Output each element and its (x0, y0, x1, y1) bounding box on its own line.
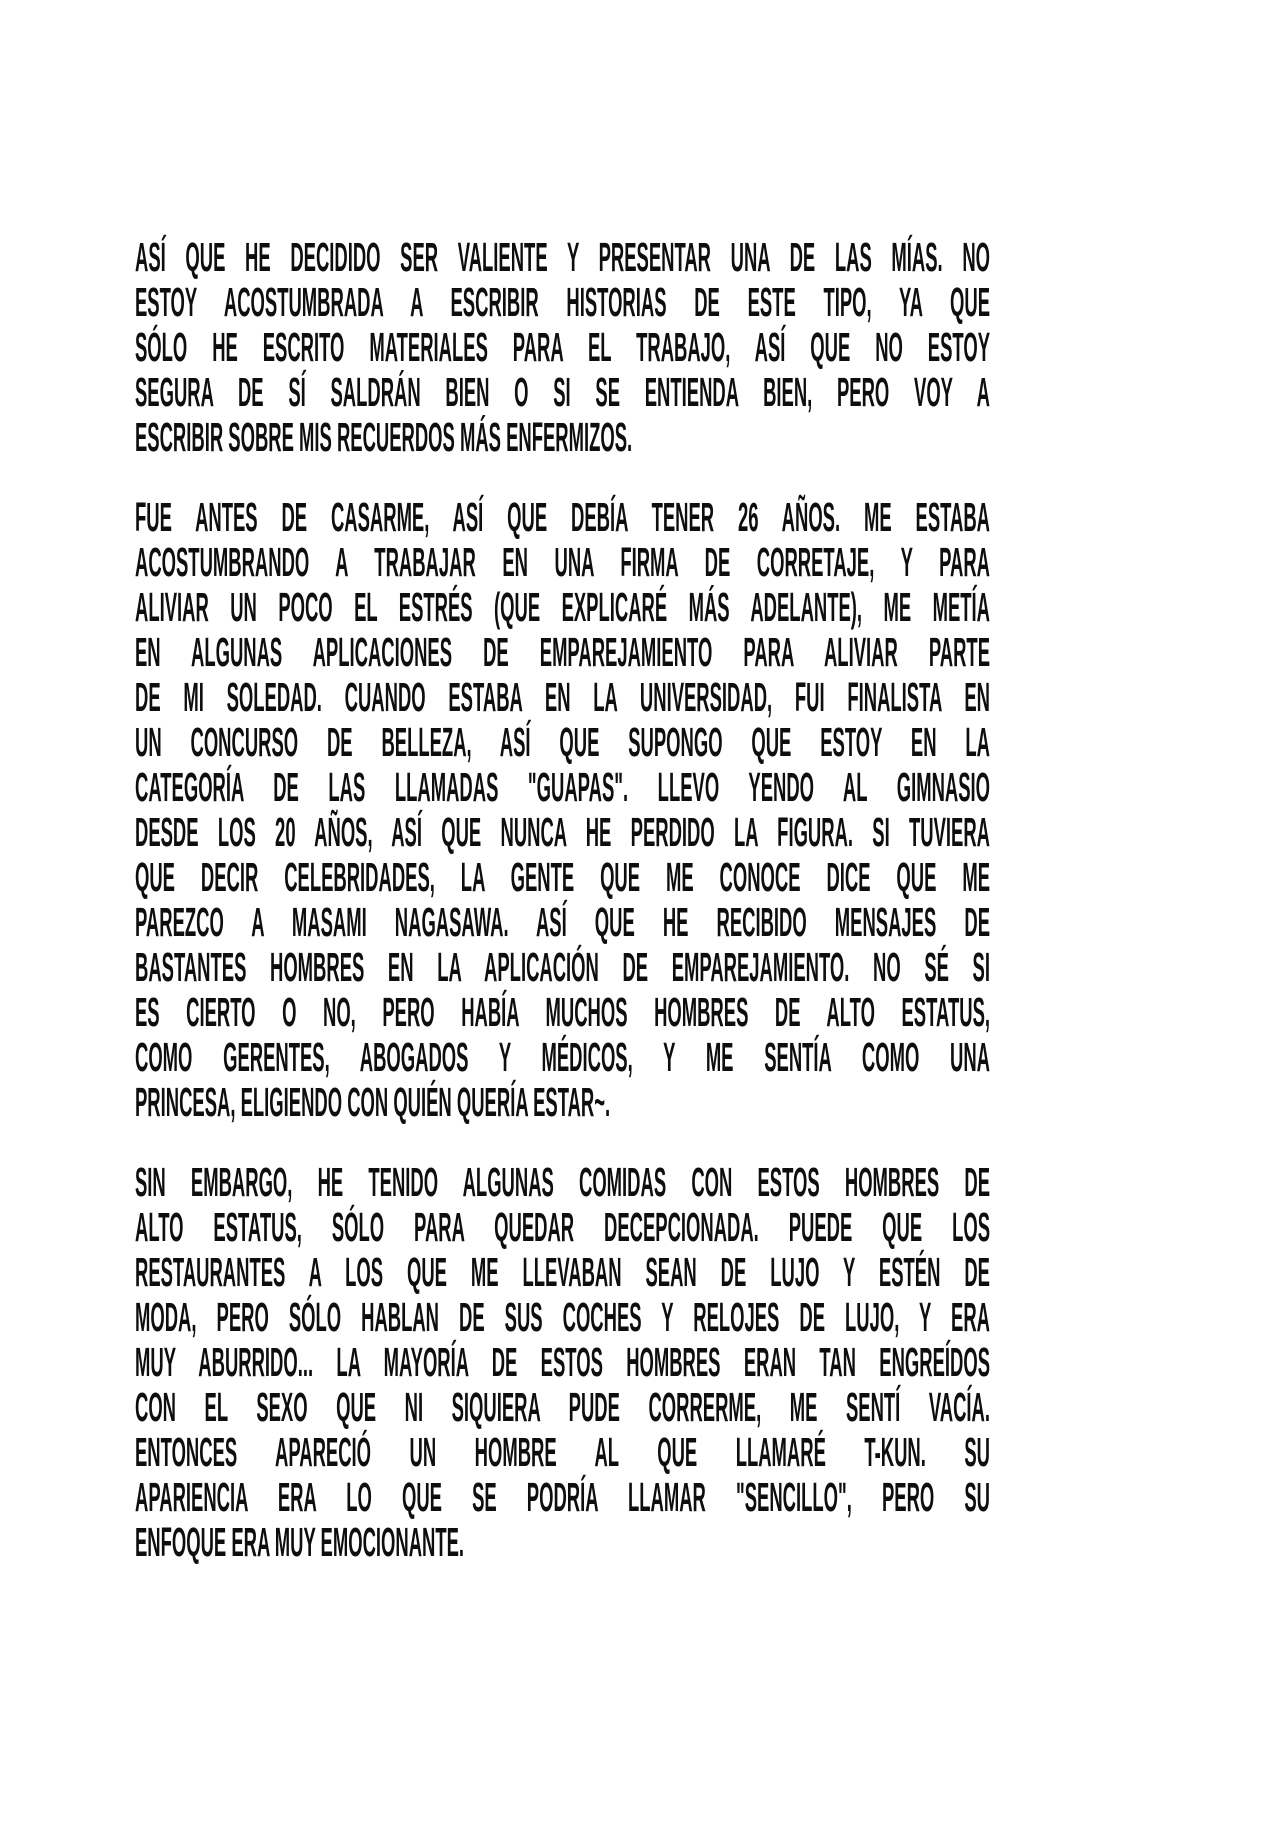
text-line: PRINCESA, ELIGIENDO CON QUIÉN QUERÍA ESTAR~. (135, 1079, 611, 1125)
paragraph (135, 235, 990, 460)
text-line: SÓLO HE ESCRITO MATERIALES PARA EL TRABAJO, ASÍ QUE NO ESTOY (135, 324, 990, 370)
text-line: UN CONCURSO DE BELLEZA, ASÍ QUE SUPONGO QUE ESTOY EN LA (135, 719, 990, 765)
text-line: ESCRIBIR SOBRE MIS RECUERDOS MÁS ENFERMIZOS. (135, 414, 633, 460)
text-line: RESTAURANTES A LOS QUE ME LLEVABAN SEAN DE LUJO Y ESTÉN DE (135, 1249, 990, 1295)
text-line: DE MI SOLEDAD. CUANDO ESTABA EN LA UNIVERSIDAD, FUI FINALISTA EN (135, 674, 990, 720)
text-line: APARIENCIA ERA LO QUE SE PODRÍA LLAMAR "SENCILLO", PERO SU (135, 1474, 990, 1520)
story-text (135, 235, 990, 1600)
paragraph (135, 495, 990, 1125)
text-line: BASTANTES HOMBRES EN LA APLICACIÓN DE EMPAREJAMIENTO. NO SÉ SI (135, 944, 990, 990)
text-line: COMO GERENTES, ABOGADOS Y MÉDICOS, Y ME SENTÍA COMO UNA (135, 1034, 990, 1080)
text-line: CATEGORÍA DE LAS LLAMADAS "GUAPAS". LLEVO YENDO AL GIMNASIO (135, 764, 990, 810)
text-line: SIN EMBARGO, HE TENIDO ALGUNAS COMIDAS CON ESTOS HOMBRES DE (135, 1159, 990, 1205)
text-line: ES CIERTO O NO, PERO HABÍA MUCHOS HOMBRES DE ALTO ESTATUS, (135, 989, 990, 1035)
text-line: FUE ANTES DE CASARME, ASÍ QUE DEBÍA TENER 26 AÑOS. ME ESTABA (135, 494, 990, 540)
text-line: ALIVIAR UN POCO EL ESTRÉS (QUE EXPLICARÉ MÁS ADELANTE), ME METÍA (135, 584, 990, 630)
text-line: MUY ABURRIDO... LA MAYORÍA DE ESTOS HOMBRES ERAN TAN ENGREÍDOS (135, 1339, 990, 1385)
text-line: ENTONCES APARECIÓ UN HOMBRE AL QUE LLAMARÉ T-KUN. SU (135, 1429, 990, 1475)
text-line: CON EL SEXO QUE NI SIQUIERA PUDE CORRERME, ME SENTÍ VACÍA. (135, 1384, 990, 1430)
text-line: SEGURA DE SÍ SALDRÁN BIEN O SI SE ENTIENDA BIEN, PERO VOY A (135, 369, 990, 415)
text-line: QUE DECIR CELEBRIDADES, LA GENTE QUE ME CONOCE DICE QUE ME (135, 854, 990, 900)
text-line: ALTO ESTATUS, SÓLO PARA QUEDAR DECEPCIONADA. PUEDE QUE LOS (135, 1204, 990, 1250)
text-line: ASÍ QUE HE DECIDIDO SER VALIENTE Y PRESENTAR UNA DE LAS MÍAS. NO (135, 234, 990, 280)
text-line: PAREZCO A MASAMI NAGASAWA. ASÍ QUE HE RECIBIDO MENSAJES DE (135, 899, 990, 945)
text-line: ESTOY ACOSTUMBRADA A ESCRIBIR HISTORIAS DE ESTE TIPO, YA QUE (135, 279, 990, 325)
text-line: ENFOQUE ERA MUY EMOCIONANTE. (135, 1519, 465, 1565)
text-line: MODA, PERO SÓLO HABLAN DE SUS COCHES Y RELOJES DE LUJO, Y ERA (135, 1294, 990, 1340)
paragraph (135, 1160, 990, 1565)
text-line: ACOSTUMBRANDO A TRABAJAR EN UNA FIRMA DE CORRETAJE, Y PARA (135, 539, 990, 585)
text-line: EN ALGUNAS APLICACIONES DE EMPAREJAMIENTO PARA ALIVIAR PARTE (135, 629, 990, 675)
text-line: DESDE LOS 20 AÑOS, ASÍ QUE NUNCA HE PERDIDO LA FIGURA. SI TUVIERA (135, 809, 990, 855)
